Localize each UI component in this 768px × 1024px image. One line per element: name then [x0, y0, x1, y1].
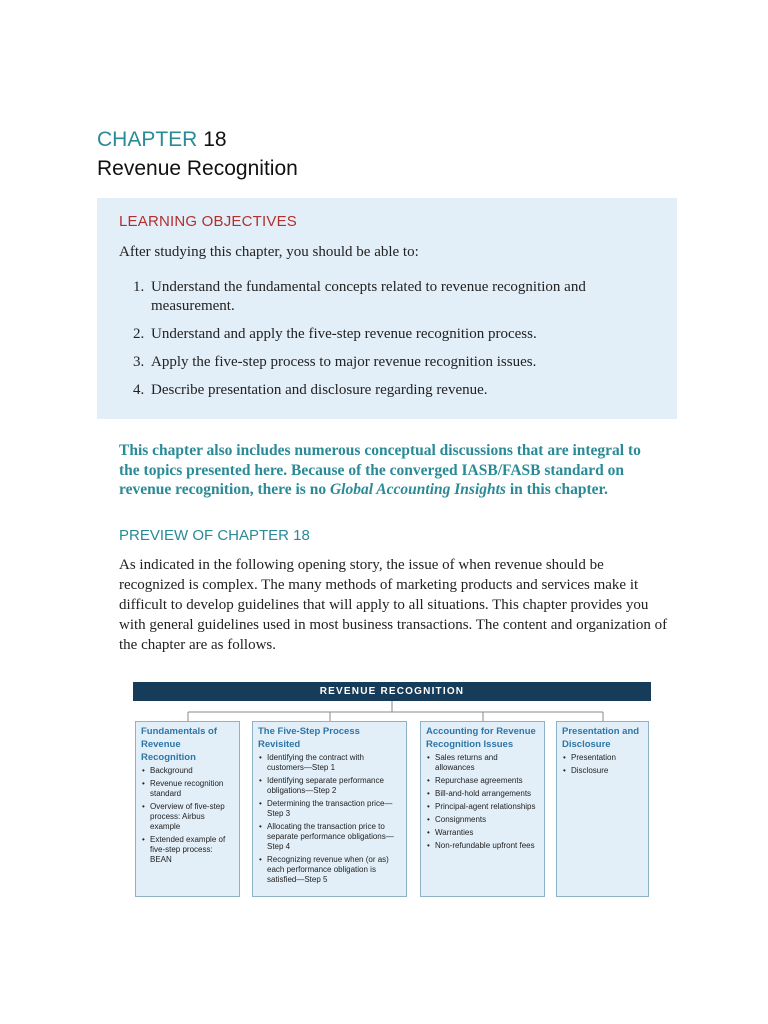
column-item — [258, 822, 401, 852]
column-item-text: Revenue recognition standard — [150, 779, 224, 798]
column-item-text: Identifying separate performance obligations—Step 2 — [267, 776, 384, 795]
column-item — [562, 766, 643, 776]
objective-text: Describe presentation and disclosure regarding revenue. — [151, 382, 488, 398]
column-item — [562, 753, 643, 763]
column-item — [258, 753, 401, 773]
bullet-icon: • — [427, 776, 430, 785]
column-items — [426, 753, 539, 851]
column-item-text: Allocating the transaction price to separate performance obligations—Step 4 — [267, 822, 394, 851]
column-item-text: Bill-and-hold arrangements — [435, 789, 532, 798]
objective-text: Understand and apply the five-step revenue recognition process. — [151, 326, 537, 342]
diagram-title: REVENUE RECOGNITION — [133, 682, 651, 701]
bullet-icon: • — [427, 828, 430, 837]
column-title: The Five-Step Process Revisited — [258, 726, 360, 750]
objective-item — [133, 353, 653, 372]
column-item — [426, 815, 539, 825]
objective-item — [133, 325, 653, 344]
objective-number: 1. — [133, 279, 145, 295]
learning-objectives-list — [133, 278, 653, 409]
column-item — [426, 841, 539, 851]
column-item — [426, 776, 539, 786]
chapter-title: Revenue Recognition — [97, 157, 298, 180]
bullet-icon: • — [259, 776, 262, 785]
column-item — [141, 779, 234, 799]
column-item — [258, 799, 401, 819]
column-item-text: Repurchase agreements — [435, 776, 523, 785]
note-text-after: in this chapter. — [505, 481, 608, 498]
bullet-icon: • — [427, 789, 430, 798]
column-item — [426, 802, 539, 812]
column-items — [141, 766, 234, 865]
bullet-icon: • — [259, 753, 262, 762]
diagram-connectors — [133, 682, 651, 722]
bullet-icon: • — [427, 815, 430, 824]
objective-item — [133, 278, 653, 316]
bullet-icon: • — [259, 822, 262, 831]
column-item-text: Overview of five-step process: Airbus example — [150, 802, 225, 831]
bullet-icon: • — [142, 779, 145, 788]
bullet-icon: • — [563, 766, 566, 775]
objective-number: 2. — [133, 326, 145, 342]
diagram-column-five-step — [252, 721, 407, 897]
diagram-column-fundamentals — [135, 721, 240, 897]
objective-item — [133, 381, 653, 400]
column-item — [141, 802, 234, 832]
objective-text: Apply the five-step process to major revenue recognition issues. — [151, 354, 537, 370]
column-item-text: Identifying the contract with customers—Step 1 — [267, 753, 364, 772]
column-item-text: Recognizing revenue when (or as) each performance obligation is satisfied—Step 5 — [267, 855, 389, 884]
column-item-text: Warranties — [435, 828, 474, 837]
note-italic-title: Global Accounting Insights — [329, 481, 506, 498]
objective-number: 3. — [133, 354, 145, 370]
learning-objectives-intro: After studying this chapter, you should be able to: — [119, 244, 419, 260]
column-item-text: Presentation — [571, 753, 616, 762]
chapter-number: 18 — [203, 128, 227, 151]
chapter-label — [97, 127, 298, 153]
bullet-icon: • — [142, 766, 145, 775]
note-text-before: This chapter also includes numerous conceptual discussions that are integral to the topics presented here. Because of the converged IASB/FASB standard on revenue recognition, there is no — [119, 442, 641, 498]
column-item-text: Sales returns and allowances — [435, 753, 498, 772]
bullet-icon: • — [259, 855, 262, 864]
bullet-icon: • — [259, 799, 262, 808]
chapter-word: CHAPTER — [97, 128, 198, 151]
bullet-icon: • — [142, 835, 145, 844]
preview-body: As indicated in the following opening story, the issue of when revenue should be recognized is complex. The many methods of marketing products and services make it difficult to develop guidelines that will apply to all situations. This chapter provides you with general guidelines used in most business transactions. The content and organization of the chapter are as follows. — [119, 557, 668, 653]
bullet-icon: • — [427, 841, 430, 850]
bullet-icon: • — [142, 802, 145, 811]
column-item-text: Consignments — [435, 815, 487, 824]
column-items — [258, 753, 401, 885]
chapter-heading — [97, 127, 298, 182]
diagram-column-issues — [420, 721, 545, 897]
diagram-column-presentation — [556, 721, 649, 897]
column-item — [426, 789, 539, 799]
column-item-text: Determining the transaction price—Step 3 — [267, 799, 393, 818]
column-item-text: Extended example of five-step process: BEAN — [150, 835, 226, 864]
column-title: Fundamentals of Revenue Recognition — [141, 726, 218, 763]
bullet-icon: • — [563, 753, 566, 762]
column-item-text: Disclosure — [571, 766, 609, 775]
column-items — [562, 753, 643, 776]
column-item — [141, 766, 234, 776]
column-item-text: Non-refundable upfront fees — [435, 841, 535, 850]
column-item — [426, 753, 539, 773]
column-item-text: Principal-agent relationships — [435, 802, 536, 811]
column-item — [258, 776, 401, 796]
column-item-text: Background — [150, 766, 193, 775]
learning-objectives-box — [97, 198, 677, 419]
objective-number: 4. — [133, 382, 145, 398]
chapter-organization-diagram — [133, 682, 651, 902]
column-item — [258, 855, 401, 885]
objective-text: Understand the fundamental concepts related to revenue recognition and measurement. — [151, 279, 586, 314]
column-title: Accounting for Revenue Recognition Issues — [426, 726, 536, 750]
learning-objectives-heading: LEARNING OBJECTIVES — [119, 213, 298, 230]
column-title: Presentation and Disclosure — [562, 726, 640, 750]
bullet-icon: • — [427, 753, 430, 762]
chapter-note — [119, 441, 664, 500]
preview-heading: PREVIEW OF CHAPTER 18 — [119, 527, 310, 544]
column-item — [426, 828, 539, 838]
column-item — [141, 835, 234, 865]
bullet-icon: • — [427, 802, 430, 811]
